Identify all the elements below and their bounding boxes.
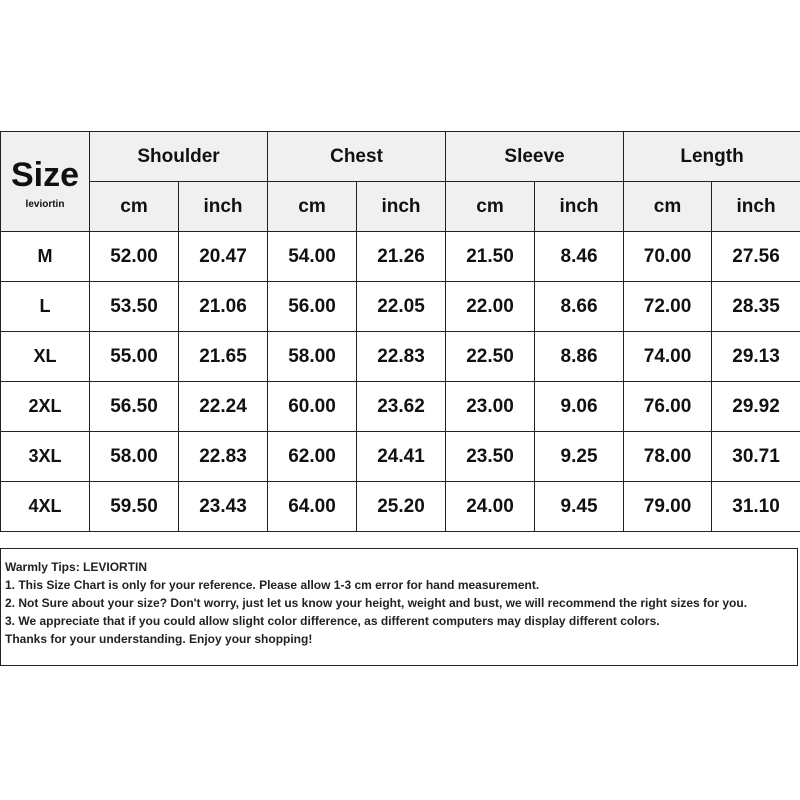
measurement-cell: 8.46 <box>535 232 624 282</box>
measurement-cell: 72.00 <box>624 282 712 332</box>
measurement-cell: 28.35 <box>712 282 800 332</box>
measurement-cell: 52.00 <box>90 232 179 282</box>
measurement-cell: 23.43 <box>179 482 268 532</box>
tips-closing: Thanks for your understanding. Enjoy your shopping! <box>5 632 313 646</box>
size-table <box>0 131 800 532</box>
measurement-cell: 29.13 <box>712 332 800 382</box>
size-header-cell <box>1 132 90 232</box>
tips-box <box>0 548 798 666</box>
tip-line: 1. This Size Chart is only for your reference. Please allow 1-3 cm error for hand measurement. <box>5 578 540 592</box>
size-label: M <box>1 232 90 282</box>
group-header-shoulder: Shoulder <box>90 132 268 182</box>
measurement-cell: 74.00 <box>624 332 712 382</box>
unit-header: cm <box>90 182 179 232</box>
measurement-cell: 22.05 <box>357 282 446 332</box>
measurement-cell: 22.24 <box>179 382 268 432</box>
group-header-length: Length <box>624 132 800 182</box>
measurement-cell: 79.00 <box>624 482 712 532</box>
measurement-cell: 9.25 <box>535 432 624 482</box>
measurement-cell: 9.45 <box>535 482 624 532</box>
measurement-cell: 27.56 <box>712 232 800 282</box>
tips-heading: Warmly Tips: LEVIORTIN <box>5 560 148 574</box>
size-label: XL <box>1 332 90 382</box>
size-title: Size <box>10 156 80 194</box>
table-row <box>1 382 800 432</box>
measurement-cell: 64.00 <box>268 482 357 532</box>
measurement-cell: 22.00 <box>446 282 535 332</box>
unit-header: cm <box>446 182 535 232</box>
measurement-cell: 59.50 <box>90 482 179 532</box>
measurement-cell: 23.62 <box>357 382 446 432</box>
tip-line: 3. We appreciate that if you could allow slight color difference, as different computers may display different colors. <box>5 614 660 628</box>
measurement-cell: 31.10 <box>712 482 800 532</box>
unit-header: cm <box>624 182 712 232</box>
size-label: 4XL <box>1 482 90 532</box>
measurement-cell: 24.00 <box>446 482 535 532</box>
measurement-cell: 56.50 <box>90 382 179 432</box>
measurement-cell: 60.00 <box>268 382 357 432</box>
measurement-cell: 62.00 <box>268 432 357 482</box>
size-label: 3XL <box>1 432 90 482</box>
measurement-cell: 25.20 <box>357 482 446 532</box>
measurement-cell: 56.00 <box>268 282 357 332</box>
measurement-cell: 23.00 <box>446 382 535 432</box>
group-header-sleeve: Sleeve <box>446 132 624 182</box>
unit-header: inch <box>535 182 624 232</box>
unit-header: inch <box>712 182 800 232</box>
measurement-cell: 29.92 <box>712 382 800 432</box>
measurement-cell: 76.00 <box>624 382 712 432</box>
measurement-cell: 70.00 <box>624 232 712 282</box>
size-label: 2XL <box>1 382 90 432</box>
measurement-cell: 23.50 <box>446 432 535 482</box>
measurement-cell: 21.50 <box>446 232 535 282</box>
measurement-cell: 58.00 <box>268 332 357 382</box>
table-row <box>1 482 800 532</box>
measurement-cell: 21.06 <box>179 282 268 332</box>
measurement-cell: 22.83 <box>357 332 446 382</box>
measurement-cell: 22.50 <box>446 332 535 382</box>
measurement-cell: 21.65 <box>179 332 268 382</box>
size-label: L <box>1 282 90 332</box>
table-row <box>1 232 800 282</box>
measurement-cell: 30.71 <box>712 432 800 482</box>
table-row <box>1 332 800 382</box>
brand-label: leviortin <box>25 199 65 210</box>
table-row <box>1 432 800 482</box>
measurement-cell: 54.00 <box>268 232 357 282</box>
measurement-cell: 22.83 <box>179 432 268 482</box>
measurement-cell: 8.86 <box>535 332 624 382</box>
tip-line: 2. Not Sure about your size? Don't worry, just let us know your height, weight and bust, we will recommend the right sizes for you. <box>5 596 748 610</box>
unit-header: inch <box>179 182 268 232</box>
measurement-cell: 24.41 <box>357 432 446 482</box>
size-rows <box>1 232 800 532</box>
measurement-cell: 78.00 <box>624 432 712 482</box>
unit-header: inch <box>357 182 446 232</box>
size-chart <box>0 131 800 532</box>
measurement-cell: 55.00 <box>90 332 179 382</box>
measurement-cell: 8.66 <box>535 282 624 332</box>
measurement-cell: 20.47 <box>179 232 268 282</box>
measurement-cell: 21.26 <box>357 232 446 282</box>
measurement-cell: 9.06 <box>535 382 624 432</box>
measurement-cell: 58.00 <box>90 432 179 482</box>
group-header-chest: Chest <box>268 132 446 182</box>
measurement-cell: 53.50 <box>90 282 179 332</box>
table-row <box>1 282 800 332</box>
unit-header: cm <box>268 182 357 232</box>
